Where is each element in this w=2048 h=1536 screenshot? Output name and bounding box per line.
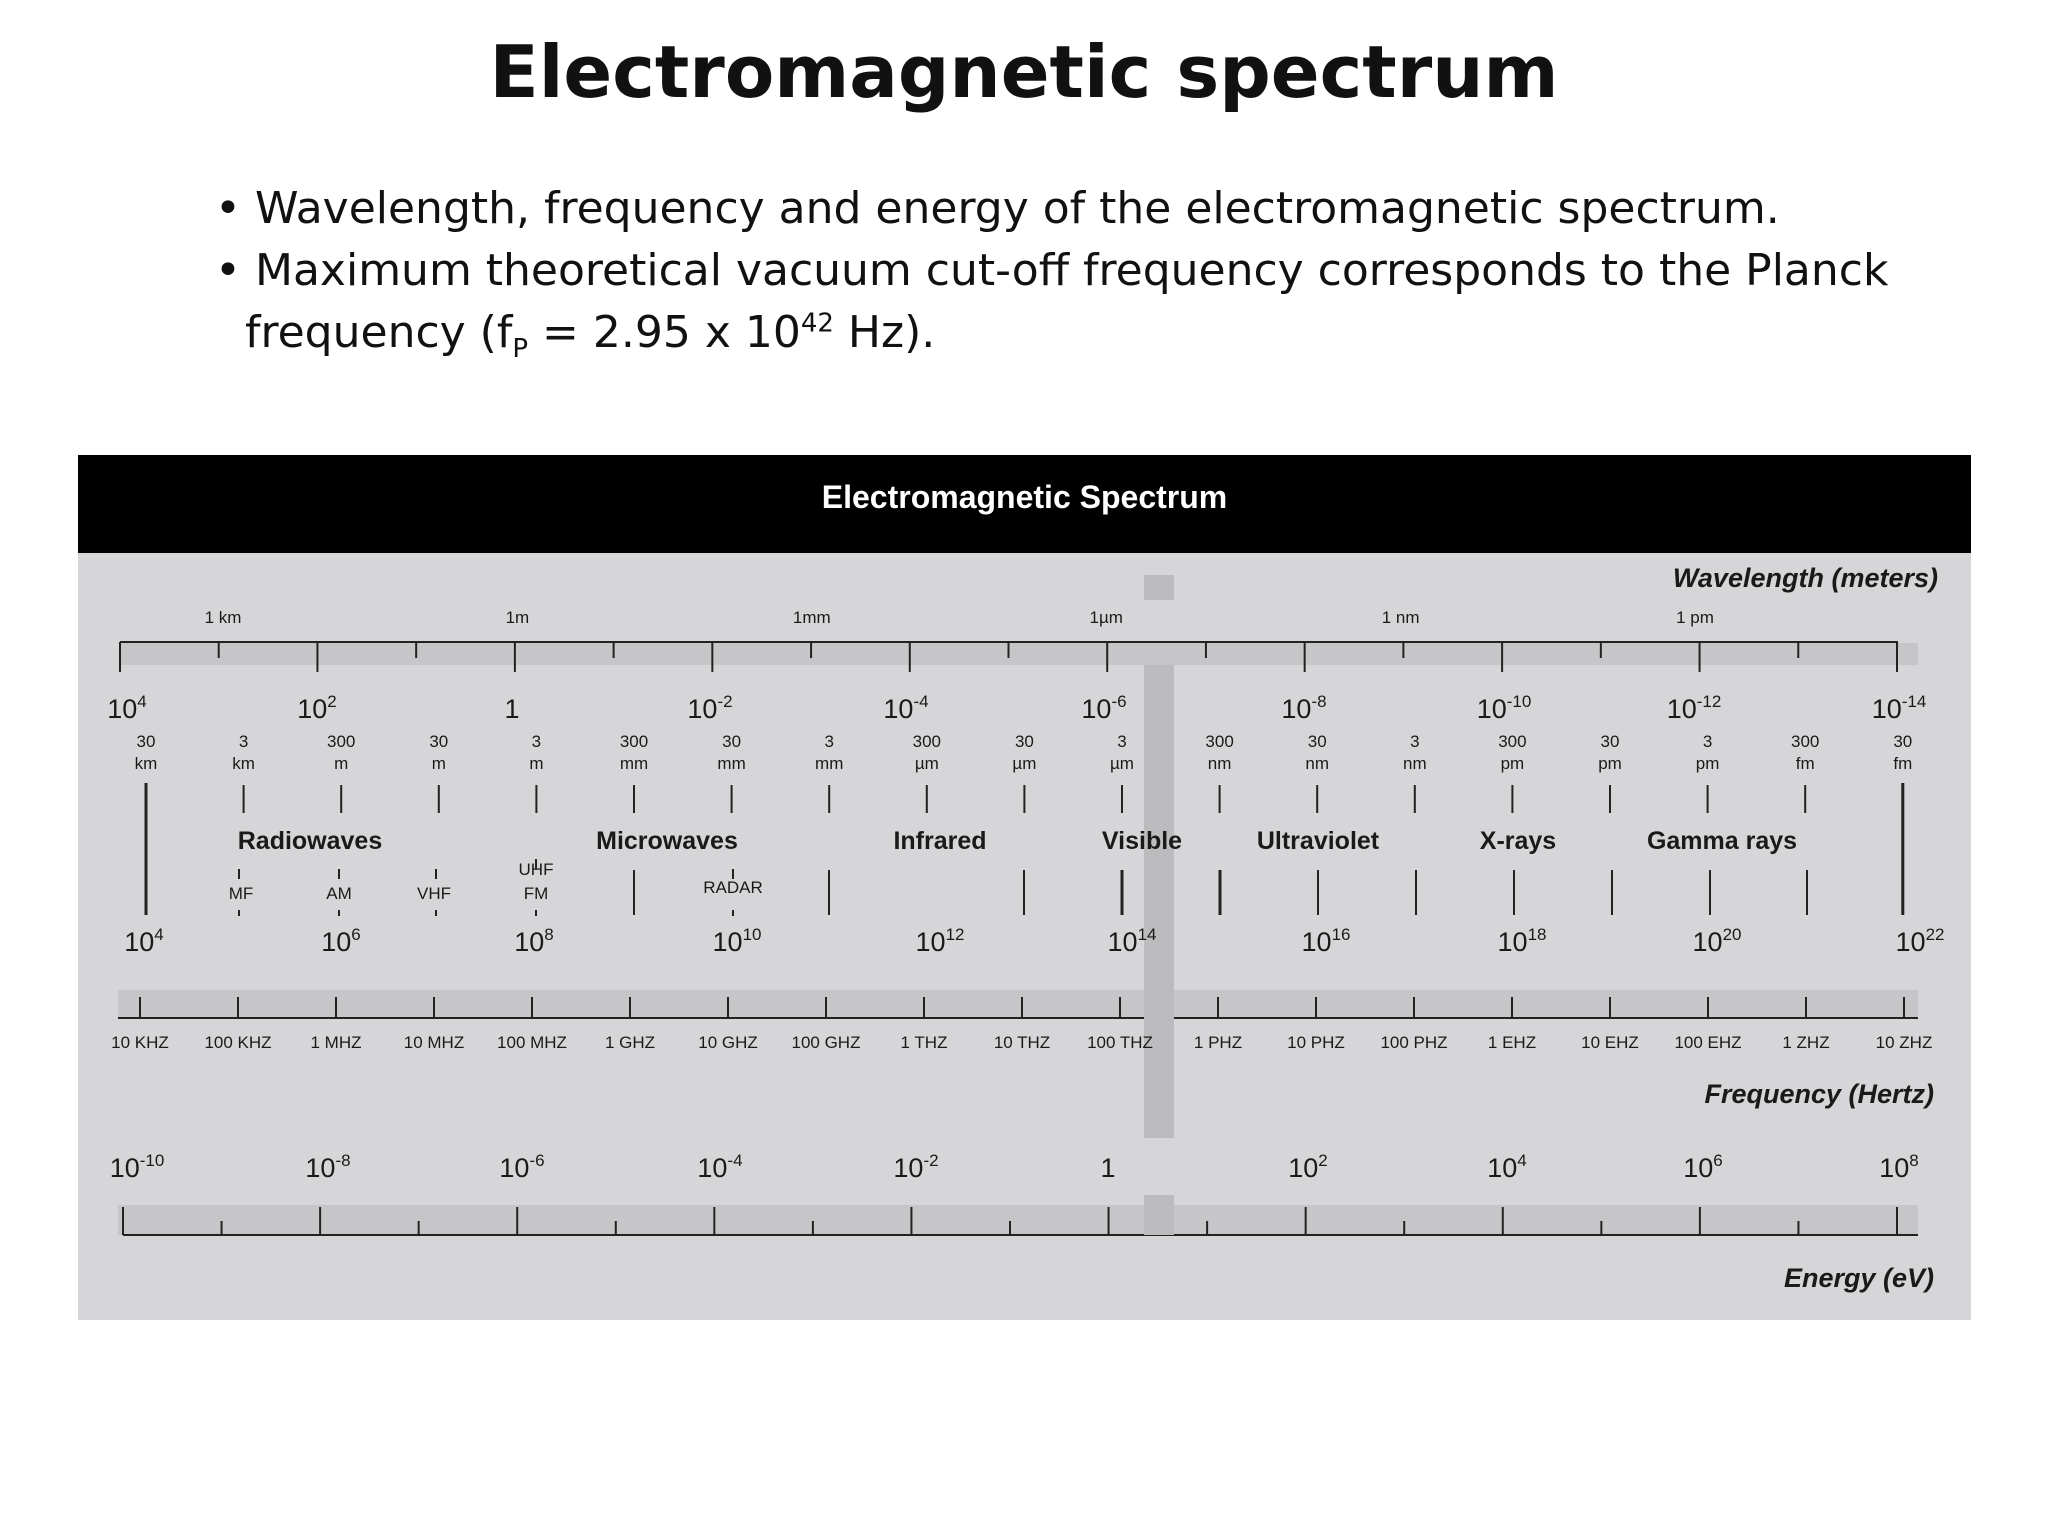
wavelength-value-label: 30 <box>429 732 449 751</box>
sub-band-label: UHF <box>518 860 554 879</box>
bullet-item <box>215 178 1915 240</box>
band-name-label: Infrared <box>893 827 987 855</box>
spectrum-title: Electromagnetic Spectrum <box>821 479 1228 515</box>
frequency-power-label: $10^{14}$ <box>1107 925 1157 957</box>
wavelength-unit-label: µm <box>1110 754 1134 773</box>
wavelength-unit-label: m <box>334 754 349 773</box>
sub-band-label: AM <box>326 884 352 903</box>
wavelength-top-mark: 1m <box>505 608 530 627</box>
wavelength-power-label: $10^{-4}$ <box>883 692 929 724</box>
wavelength-value-label: 3 <box>1117 732 1127 751</box>
wavelength-power-label: $10^{-14}$ <box>1871 692 1927 724</box>
wavelength-value-label: 300 <box>619 732 649 751</box>
wavelength-power-label: $10^4$ <box>107 692 147 724</box>
frequency-unit-label: 1 EHZ <box>1487 1033 1537 1052</box>
frequency-unit-label: 10 GHZ <box>698 1033 758 1052</box>
wavelength-power-label: $10^{-2}$ <box>687 692 733 724</box>
wavelength-unit-label: µm <box>914 754 939 773</box>
band-name-label: Visible <box>1101 827 1183 855</box>
wavelength-top-mark: 1 pm <box>1676 608 1714 627</box>
wavelength-top-mark: 1µm <box>1089 608 1123 627</box>
wavelength-value-label: 3 <box>1702 732 1713 751</box>
wavelength-value-label: 30 <box>1893 732 1913 751</box>
wavelength-unit-label: nm <box>1402 754 1427 773</box>
energy-power-label: $10^8$ <box>1879 1151 1919 1183</box>
wavelength-value-label: 3 <box>824 732 834 751</box>
visible-band-highlight <box>1144 575 1174 600</box>
spectrum-panel <box>78 455 1971 1320</box>
frequency-unit-label: 10 MHZ <box>403 1033 465 1052</box>
sub-band-label: MF <box>228 884 254 903</box>
frequency-power-label: $10^{12}$ <box>915 925 965 957</box>
frequency-ruler-band <box>118 990 1918 1018</box>
wavelength-value-label: 300 <box>912 732 941 751</box>
energy-power-label: $10^{-8}$ <box>305 1151 351 1183</box>
wavelength-value-label: 300 <box>1205 732 1234 751</box>
wavelength-power-label: $10^{-6}$ <box>1081 692 1127 724</box>
wavelength-unit-label: fm <box>1893 754 1913 773</box>
wavelength-value-label: 30 <box>1014 732 1034 751</box>
energy-power-label: $10^{-6}$ <box>499 1151 545 1183</box>
band-name-label: Microwaves <box>596 827 738 855</box>
wavelength-top-mark: 1 km <box>204 608 242 627</box>
frequency-unit-label: 10 EHZ <box>1581 1033 1639 1052</box>
energy-power-label: $10^6$ <box>1683 1151 1723 1183</box>
energy-axis-label: Energy (eV) <box>1783 1263 1934 1293</box>
frequency-power-label: $10^{10}$ <box>712 925 762 957</box>
wavelength-unit-label: pm <box>1695 754 1720 773</box>
wavelength-value-label: 30 <box>1307 732 1327 751</box>
frequency-unit-label: 10 PHZ <box>1287 1033 1345 1052</box>
wavelength-value-label: 3 <box>531 732 542 751</box>
sub-band-label: FM <box>523 884 549 903</box>
wavelength-value-label: 300 <box>327 732 356 751</box>
planck-subscript: P <box>512 333 529 364</box>
planck-text-pre: frequency (f <box>245 307 513 358</box>
frequency-power-label: $10^{16}$ <box>1301 925 1351 957</box>
wavelength-unit-label: mm <box>619 754 649 773</box>
wavelength-power-label: $10^{-8}$ <box>1281 692 1327 724</box>
frequency-unit-label: 100 THZ <box>1087 1033 1153 1052</box>
frequency-power-label: $10^8$ <box>514 925 554 957</box>
wavelength-power-label: $10^2$ <box>297 692 337 724</box>
frequency-unit-label: 100 KHZ <box>204 1033 272 1052</box>
band-name-label: Gamma rays <box>1646 827 1798 855</box>
wavelength-value-label: 30 <box>1600 732 1620 751</box>
bullet-dot-icon: • <box>215 183 241 234</box>
bullet-continuation <box>215 302 1915 364</box>
band-name-label: Ultraviolet <box>1256 827 1380 855</box>
spectrum-diagram <box>78 455 1971 1320</box>
bullet-list <box>215 178 1915 364</box>
wavelength-unit-label: mm <box>815 754 844 773</box>
visible-band-highlight <box>1144 970 1174 1025</box>
energy-ruler-band <box>118 1205 1918 1235</box>
frequency-unit-label: 100 EHZ <box>1674 1033 1742 1052</box>
frequency-unit-label: 10 THZ <box>993 1033 1051 1052</box>
wavelength-top-mark: 1mm <box>792 608 831 627</box>
wavelength-top-mark: 1 nm <box>1381 608 1420 627</box>
wavelength-unit-label: pm <box>1598 754 1622 773</box>
frequency-unit-label: 1 ZHZ <box>1782 1033 1830 1052</box>
wavelength-power-label: $10^{-10}$ <box>1476 692 1532 724</box>
frequency-power-label: $10^{18}$ <box>1497 925 1547 957</box>
frequency-unit-label: 1 PHZ <box>1193 1033 1243 1052</box>
bullet-text: Wavelength, frequency and energy of the electromagnetic spectrum. <box>255 183 1780 234</box>
frequency-unit-label: 1 THZ <box>900 1033 948 1052</box>
frequency-unit-label: 100 GHZ <box>791 1033 861 1052</box>
energy-power-label: $10^{-4}$ <box>697 1151 743 1183</box>
wavelength-value-label: 300 <box>1791 732 1820 751</box>
energy-power-label: 1 <box>1100 1153 1116 1183</box>
wavelength-power-label: $10^{-12}$ <box>1666 692 1722 724</box>
wavelength-unit-label: km <box>232 754 255 773</box>
frequency-power-label: $10^{22}$ <box>1895 925 1945 957</box>
band-name-label: X-rays <box>1479 827 1557 855</box>
energy-power-label: $10^2$ <box>1288 1151 1328 1183</box>
bullet-item <box>215 240 1915 302</box>
wavelength-unit-label: µm <box>1012 754 1037 773</box>
wavelength-value-label: 30 <box>722 732 742 751</box>
wavelength-unit-label: km <box>134 754 158 773</box>
wavelength-value-label: 30 <box>136 732 156 751</box>
wavelength-value-label: 3 <box>1410 732 1420 751</box>
frequency-unit-label: 100 MHZ <box>497 1033 567 1052</box>
frequency-unit-label: 1 MHZ <box>310 1033 362 1052</box>
wavelength-unit-label: m <box>431 754 446 773</box>
sub-band-label: VHF <box>417 884 451 903</box>
wavelength-unit-label: mm <box>717 754 746 773</box>
frequency-unit-label: 1 GHZ <box>604 1033 656 1052</box>
energy-power-label: $10^4$ <box>1487 1151 1527 1183</box>
frequency-unit-label: 10 KHZ <box>111 1033 169 1052</box>
slide-title: Electromagnetic spectrum <box>489 30 1559 114</box>
wavelength-ruler-band <box>120 643 1918 665</box>
wavelength-unit-label: nm <box>1207 754 1232 773</box>
planck-exponent: 42 <box>800 308 834 339</box>
wavelength-unit-label: nm <box>1305 754 1330 773</box>
frequency-axis-label: Frequency (Hertz) <box>1704 1079 1934 1109</box>
energy-power-label: $10^{-10}$ <box>109 1151 165 1183</box>
bullet-text: Maximum theoretical vacuum cut-off frequency corresponds to the Planck <box>255 245 1889 296</box>
planck-text-post: Hz). <box>833 307 936 358</box>
energy-power-label: $10^{-2}$ <box>893 1151 939 1183</box>
sub-band-label: RADAR <box>703 878 763 897</box>
wavelength-unit-label: fm <box>1795 754 1815 773</box>
wavelength-power-label: 1 <box>504 694 520 724</box>
visible-band-highlight <box>1144 870 1174 915</box>
frequency-unit-label: 10 ZHZ <box>1875 1033 1933 1052</box>
wavelength-unit-label: m <box>529 754 544 773</box>
frequency-power-label: $10^6$ <box>321 925 361 957</box>
frequency-unit-label: 100 PHZ <box>1380 1033 1448 1052</box>
frequency-power-label: $10^4$ <box>124 925 164 957</box>
wavelength-axis-label: Wavelength (meters) <box>1672 563 1938 593</box>
frequency-power-label: $10^{20}$ <box>1692 925 1742 957</box>
planck-text-mid: = 2.95 x 10 <box>528 307 801 358</box>
wavelength-value-label: 300 <box>1498 732 1527 751</box>
wavelength-unit-label: pm <box>1500 754 1525 773</box>
band-name-label: Radiowaves <box>237 827 383 855</box>
visible-band-highlight <box>1144 1195 1174 1235</box>
bullet-dot-icon: • <box>215 245 241 296</box>
wavelength-value-label: 3 <box>238 732 249 751</box>
